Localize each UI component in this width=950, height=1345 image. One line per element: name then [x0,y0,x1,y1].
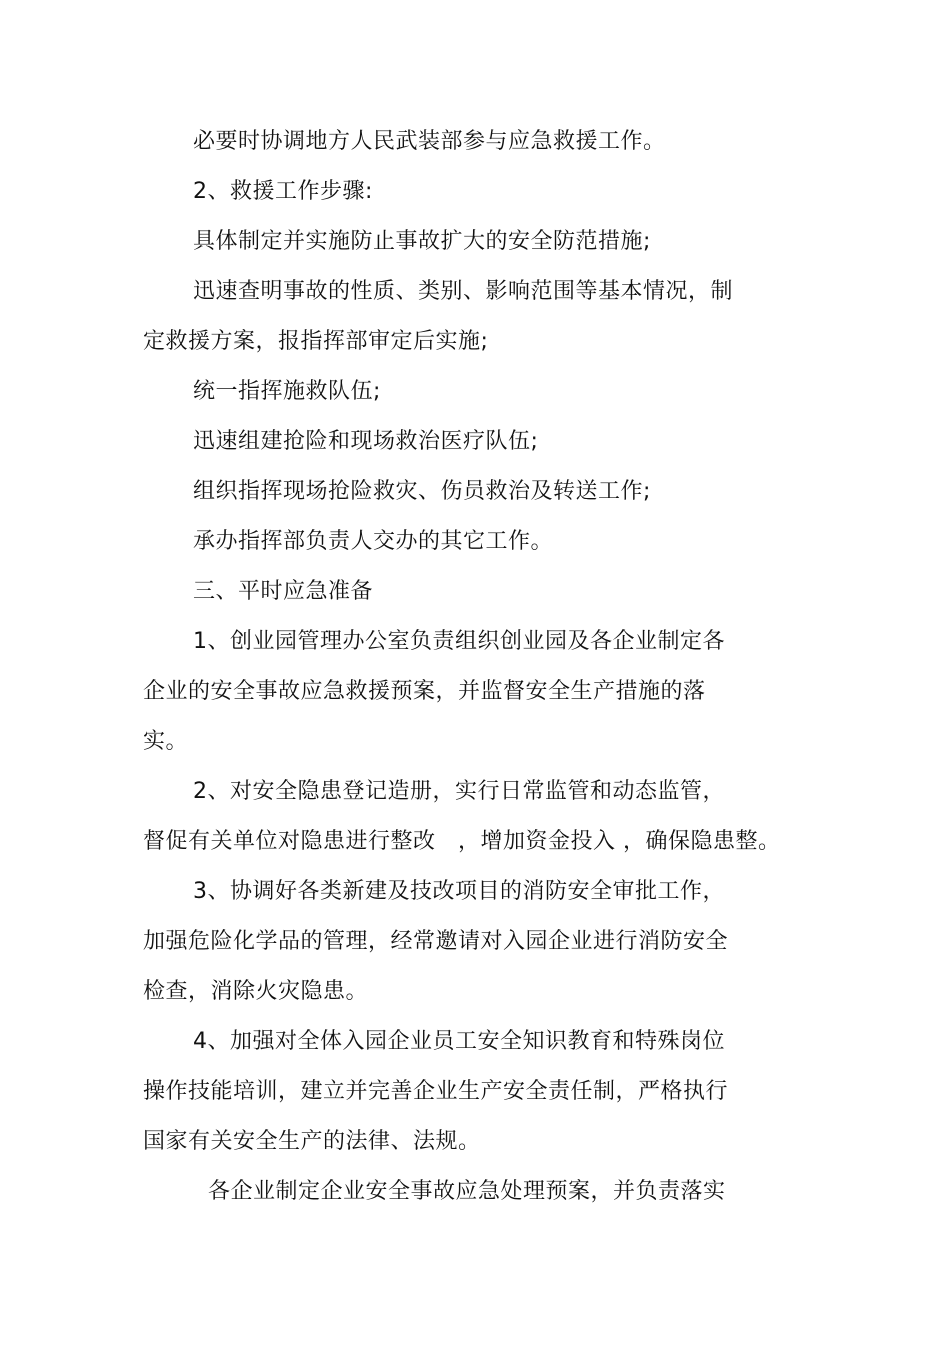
text-line: 企业的安全事故应急救援预案，并监督安全生产措施的落 [143,679,706,704]
section-heading: 三、平时应急准备 [193,579,374,604]
text-line: 2、对安全隐患登记造册，实行日常监管和动态监管， [193,779,725,804]
text-line: 4、加强对全体入园企业员工安全知识教育和特殊岗位 [193,1029,725,1054]
text-line: 各企业制定企业安全事故应急处理预案，并负责落实 [208,1179,726,1204]
text-line: 检查，消除火灾隐患。 [143,979,369,1004]
text-line: 定救援方案，报指挥部审定后实施; [143,329,489,354]
text-line: 国家有关安全生产的法律、法规。 [143,1129,481,1154]
text-line: 实。 [143,729,189,754]
section-heading: 2、救援工作步骤: [193,179,373,204]
text-line: 3、协调好各类新建及技改项目的消防安全审批工作， [193,879,725,904]
text-line: 具体制定并实施防止事故扩大的安全防范措施; [193,229,651,254]
text-line: 组织指挥现场抢险救灾、伤员救治及转送工作; [193,479,651,504]
text-line: 迅速组建抢险和现场救治医疗队伍; [193,429,539,454]
text-line: 迅速查明事故的性质、类别、影响范围等基本情况，制 [193,279,734,304]
text-line: 督促有关单位对隐患进行整改 ，增加资金投入 ，确保隐患整。 [143,829,781,854]
text-line: 统一指挥施救队伍; [193,379,381,404]
text-line: 加强危险化学品的管理，经常邀请对入园企业进行消防安全 [143,929,729,954]
text-line: 承办指挥部负责人交办的其它工作。 [193,529,554,554]
text-line: 必要时协调地方人民武装部参与应急救援工作。 [193,129,666,154]
text-line: 1、创业园管理办公室负责组织创业园及各企业制定各 [193,629,725,654]
text-line: 操作技能培训，建立并完善企业生产安全责任制，严格执行 [143,1079,729,1104]
